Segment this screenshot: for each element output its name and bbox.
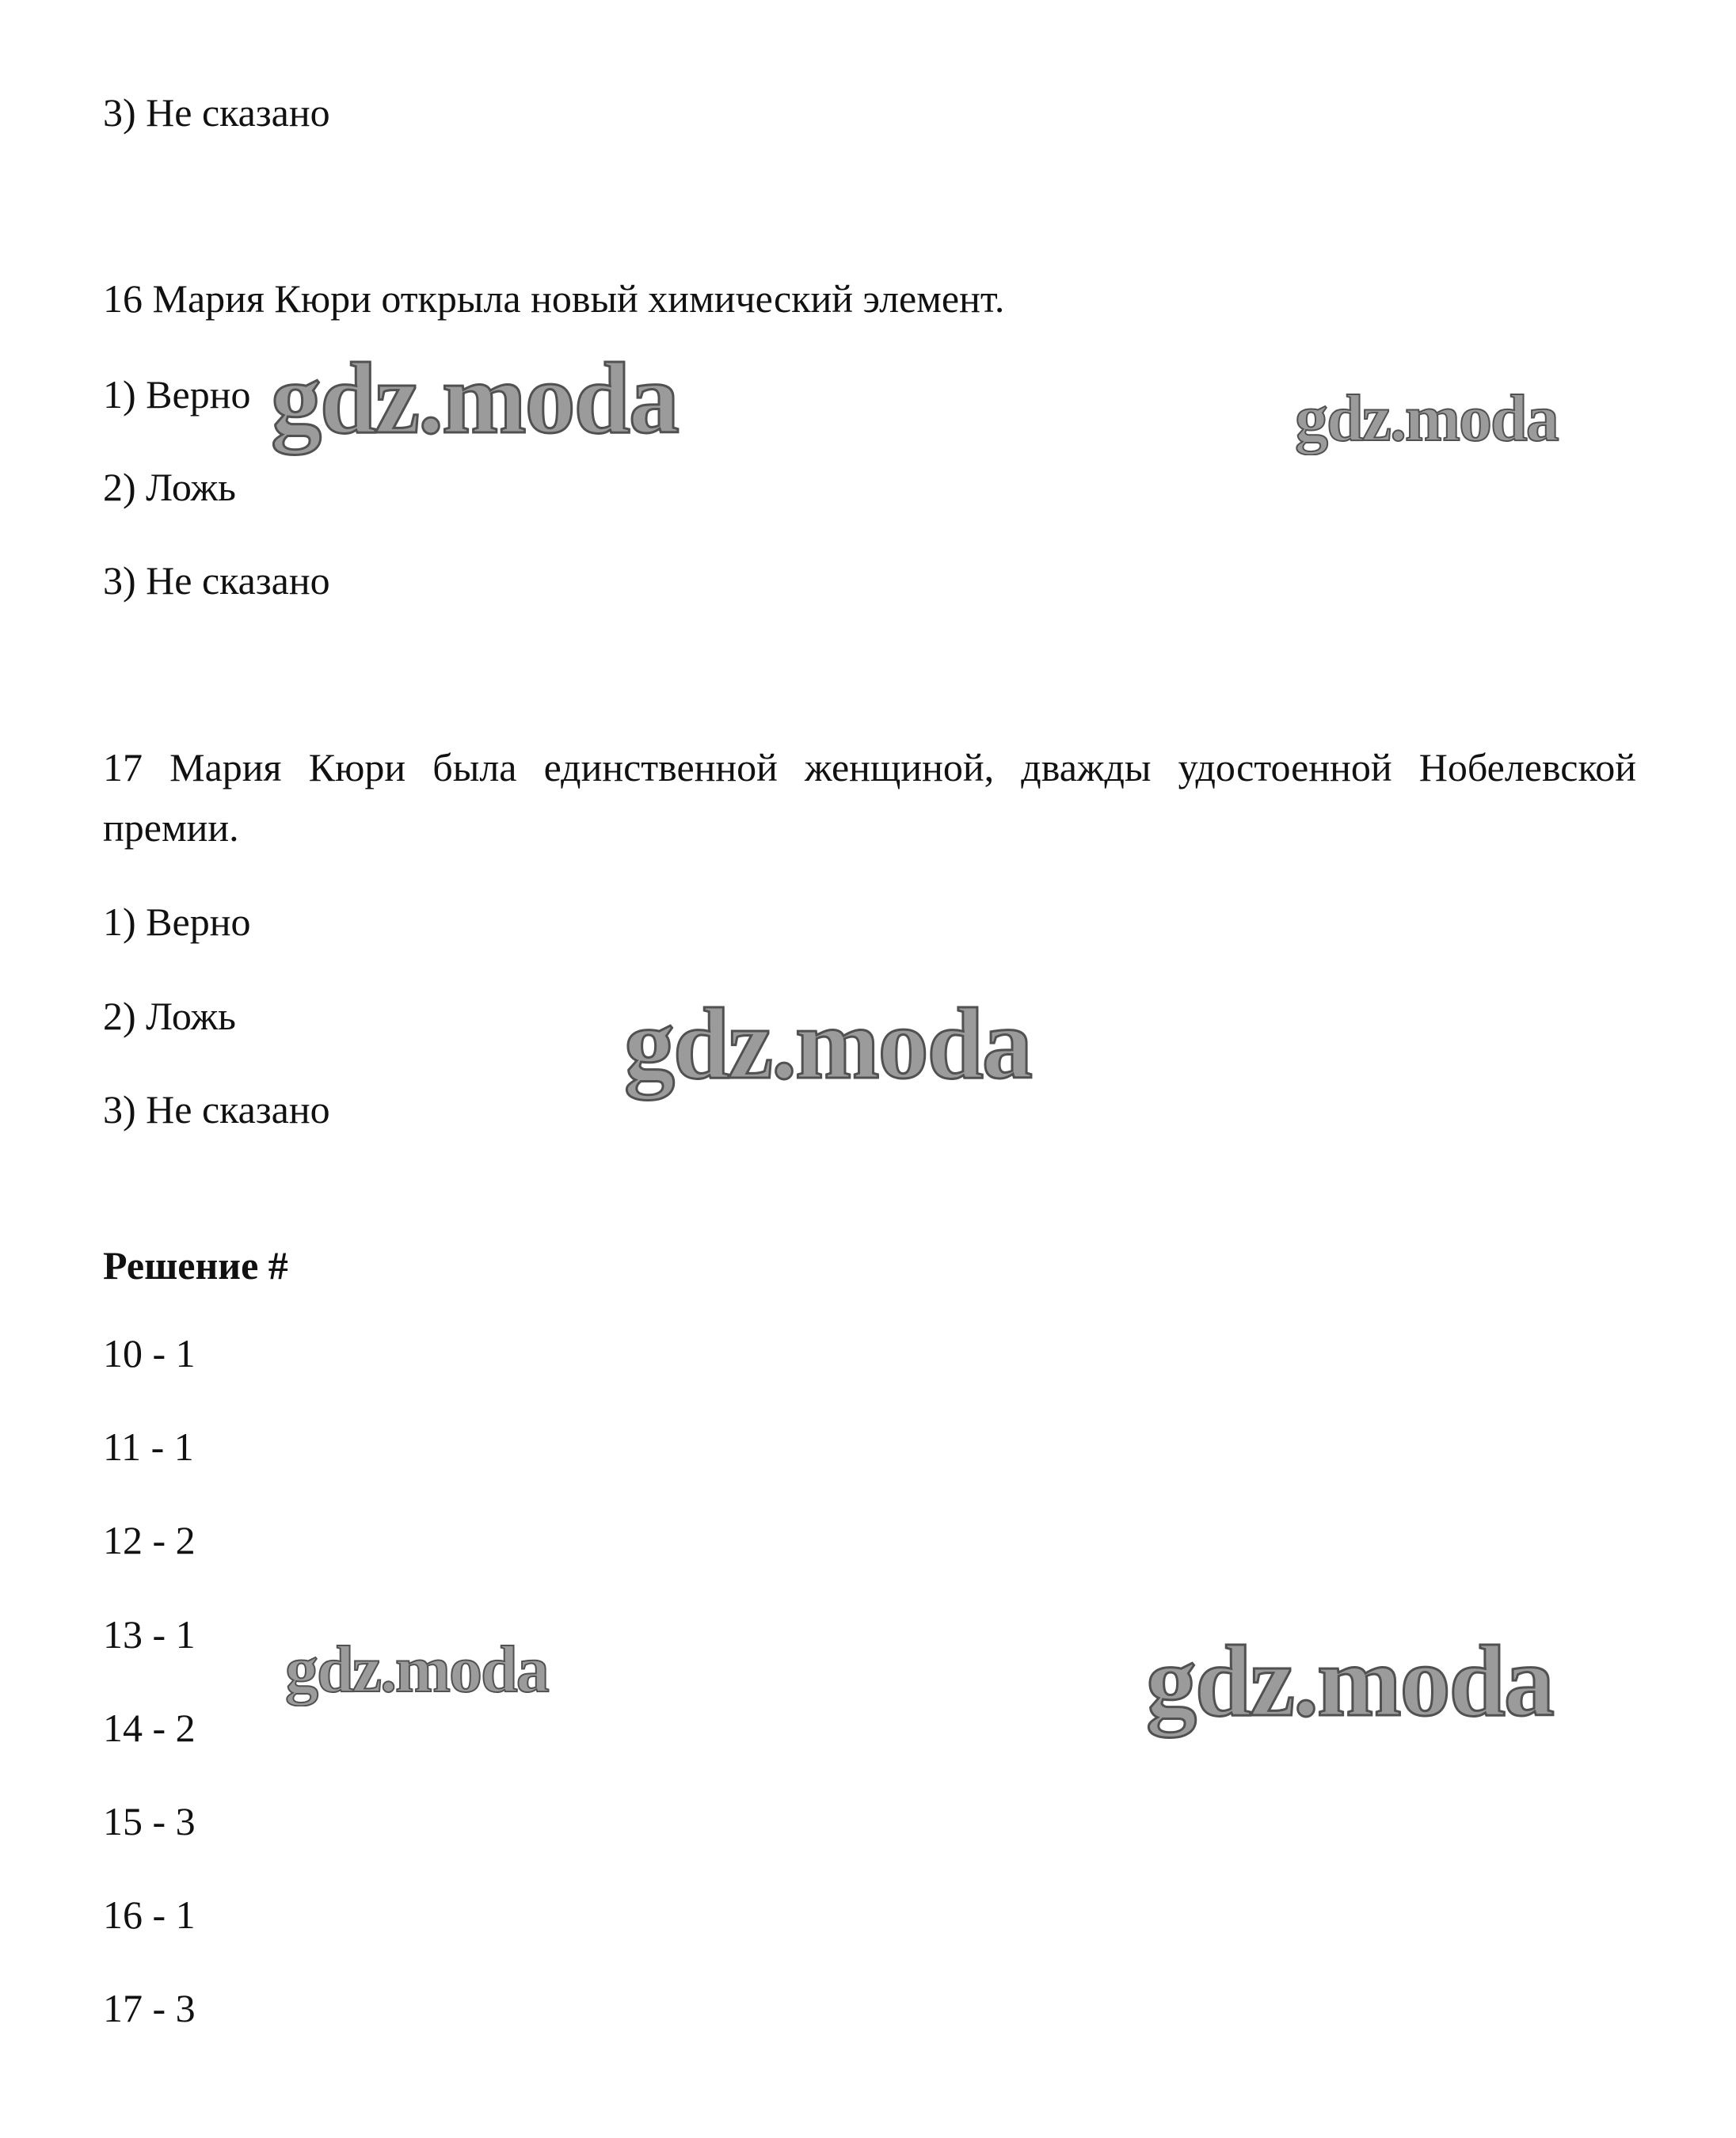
solution-heading: Решение # [103, 1243, 288, 1288]
q17-option-3: 3) Не сказано [103, 1087, 330, 1132]
q17-question: 17 Мария Кюри была единственной женщиной, дважды удостоенной Нобелевской премии. [103, 745, 1636, 850]
watermark: gdz.moda [624, 987, 1031, 1100]
watermark: gdz.moda [1146, 1625, 1553, 1737]
watermark: gdz.moda [285, 1633, 548, 1706]
answer-10: 10 - 1 [103, 1331, 196, 1375]
answer-15: 15 - 3 [103, 1799, 196, 1843]
answer-12: 12 - 2 [103, 1518, 196, 1562]
answer-11: 11 - 1 [103, 1425, 194, 1469]
q16-option-2: 2) Ложь [103, 465, 236, 509]
watermark: gdz.moda [1295, 382, 1558, 455]
answer-13: 13 - 1 [103, 1612, 196, 1657]
q17-option-2: 2) Ложь [103, 994, 236, 1038]
q16-option-1: 1) Верно [103, 372, 251, 417]
q17-option-1: 1) Верно [103, 900, 251, 944]
q15-option-3: 3) Не сказано [103, 90, 330, 135]
answer-14: 14 - 2 [103, 1706, 196, 1750]
q16-option-3: 3) Не сказано [103, 558, 330, 603]
answer-16: 16 - 1 [103, 1893, 196, 1937]
answer-17: 17 - 3 [103, 1986, 196, 2030]
watermark: gdz.moda [271, 342, 678, 455]
q16-question: 16 Мария Кюри открыла новый химический элемент. [103, 276, 1005, 321]
